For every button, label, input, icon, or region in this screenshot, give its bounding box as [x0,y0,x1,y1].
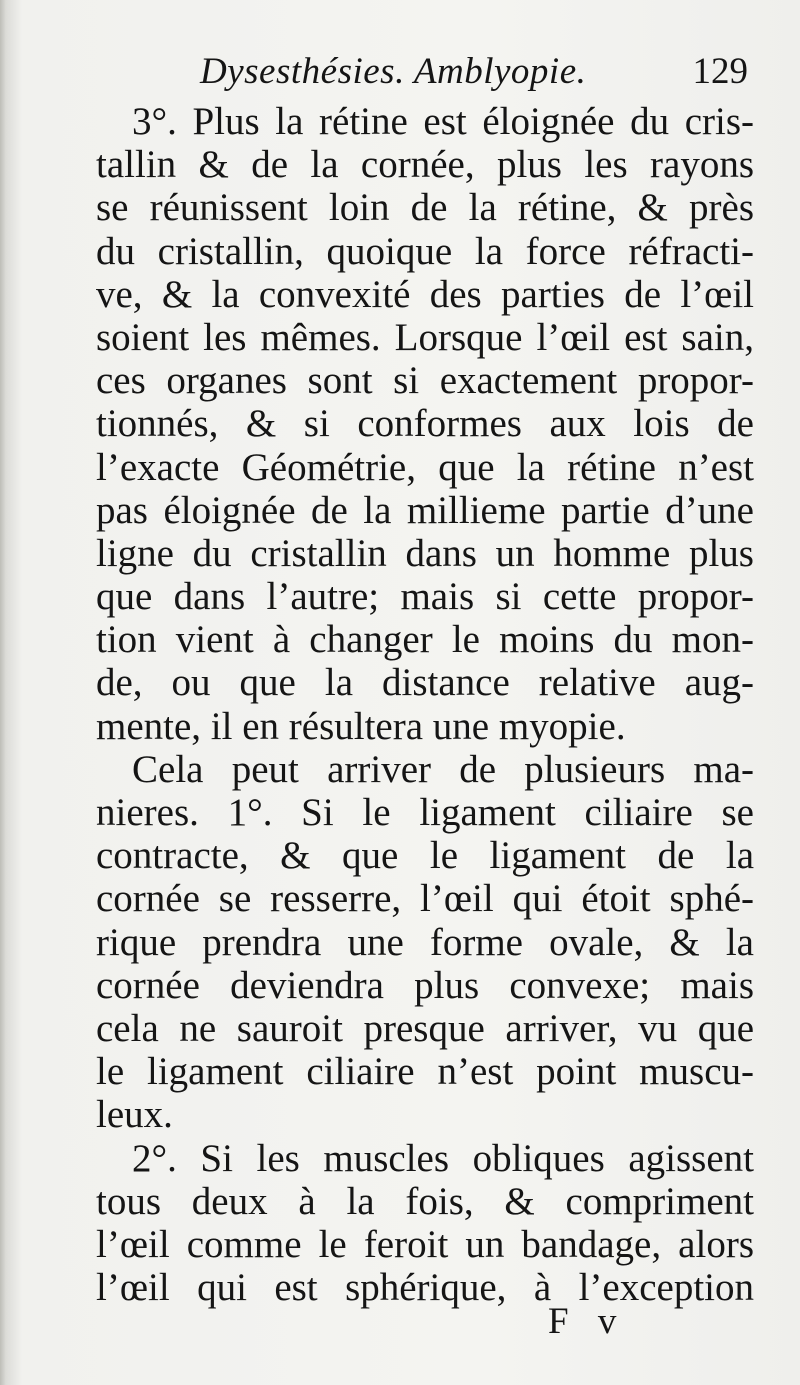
text-line: pas éloignée de la millieme partie d’une [96,488,754,532]
signature-mark: F v [548,1301,627,1342]
page-number: 129 [692,51,748,92]
text-line: contracte, & que le ligament de la [96,834,754,878]
running-title: Dysesthésies. Amblyopie. [200,51,587,92]
text-line: de, ou que la distance relative aug- [96,661,754,705]
text-line: tous deux à la fois, & compriment [96,1179,754,1223]
text-line: tallin & de la cornée, plus les rayons [96,143,754,187]
text-line: l’œil qui est sphérique, à l’exception [96,1266,754,1310]
text-line: que dans l’autre; mais si cette propor- [96,575,754,619]
page-header [200,50,760,96]
text-line: l’exacte Géométrie, que la rétine n’est [96,445,754,489]
body-text [96,100,754,1309]
text-line: ligne du cristallin dans un homme plus [96,531,754,575]
text-line: l’œil comme le feroit un bandage, alors [96,1222,754,1266]
text-line: tion vient à changer le moins du mon- [96,618,754,662]
text-line: du cristallin, quoique la force réfracti- [96,229,754,273]
text-line: soient les mêmes. Lorsque l’œil est sain, [96,315,754,359]
text-line: cornée deviendra plus convexe; mais [96,963,754,1007]
text-line: nieres. 1°. Si le ligament ciliaire se [96,791,754,834]
text-line: ve, & la convexité des parties de l’œil [96,272,754,316]
text-line: ces organes sont si exactement propor- [96,359,754,403]
text-line: cela ne sauroit presque arriver, vu que [96,1006,754,1050]
text-line: rique prendra une forme ovale, & la [96,920,754,964]
text-line: se réunissent loin de la rétine, & près [96,186,754,230]
text-line: tionnés, & si conformes aux lois de [96,402,754,446]
text-line: 2°. Si les muscles obliques agissent [132,1136,754,1180]
text-line: mente, il en résultera une myopie. [96,704,626,748]
text-line: le ligament ciliaire n’est point muscu- [96,1050,754,1094]
text-line: cornée se resserre, l’œil qui étoit sphé- [96,877,754,921]
text-line: 3°. Plus la rétine est éloignée du cris- [132,100,754,143]
text-line: Cela peut arriver de plusieurs ma- [132,747,754,791]
text-line: leux. [96,1093,173,1137]
